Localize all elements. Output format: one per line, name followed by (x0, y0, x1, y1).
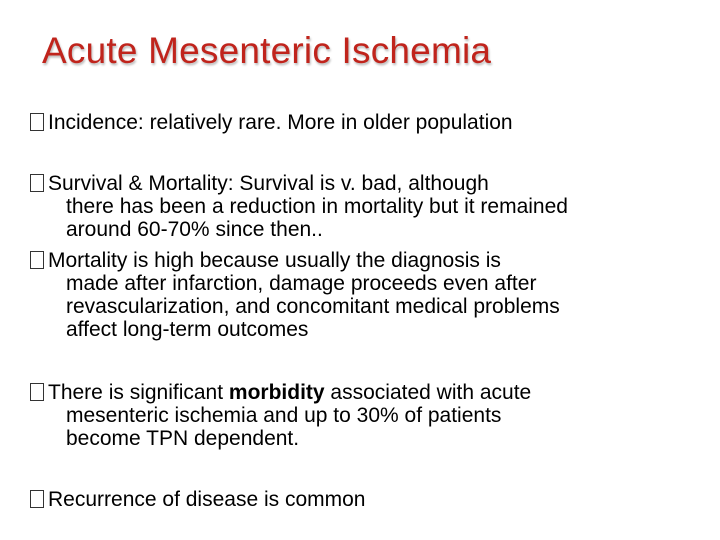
mortality-line-4: affect long-term outcomes (66, 318, 309, 341)
incidence-label: Incidence: (48, 111, 144, 134)
bullet-mortality (30, 249, 680, 341)
bullet-recurrence (30, 488, 680, 511)
bullet-marker-icon (30, 251, 44, 269)
survival-line-3: around 60-70% since then.. (66, 218, 323, 241)
incidence-text: relatively rare. More in older population (143, 111, 513, 134)
mortality-line-1: Mortality is high because usually the diagnosis is (48, 249, 501, 272)
morbidity-line-2: mesenteric ischemia and up to 30% of patients (66, 404, 502, 427)
morbidity-pre: There is significant (48, 381, 229, 404)
mortality-line-3: revascularization, and concomitant medical problems (66, 295, 560, 318)
morbidity-post: associated with acute (324, 381, 532, 404)
mortality-line-2: made after infarction, damage proceeds even after (66, 272, 537, 295)
morbidity-line-3: become TPN dependent. (66, 427, 300, 450)
morbidity-bold: morbidity (228, 381, 325, 404)
survival-label: Survival & Mortality: (48, 172, 234, 195)
bullet-survival (30, 172, 680, 241)
bullet-marker-icon (30, 174, 44, 192)
bullet-incidence (30, 111, 680, 134)
survival-line-2: there has been a reduction in mortality but it remained (66, 195, 568, 218)
bullet-morbidity (30, 381, 680, 450)
recurrence-text: of disease is common (156, 488, 366, 511)
bullet-marker-icon (30, 383, 44, 401)
survival-line-1: Survival is v. bad, although (233, 172, 489, 195)
bullet-marker-icon (30, 113, 44, 131)
slide-title: Acute Mesenteric Ischemia (42, 30, 492, 71)
recurrence-label: Recurrence (48, 488, 157, 511)
bullet-marker-icon (30, 490, 44, 508)
